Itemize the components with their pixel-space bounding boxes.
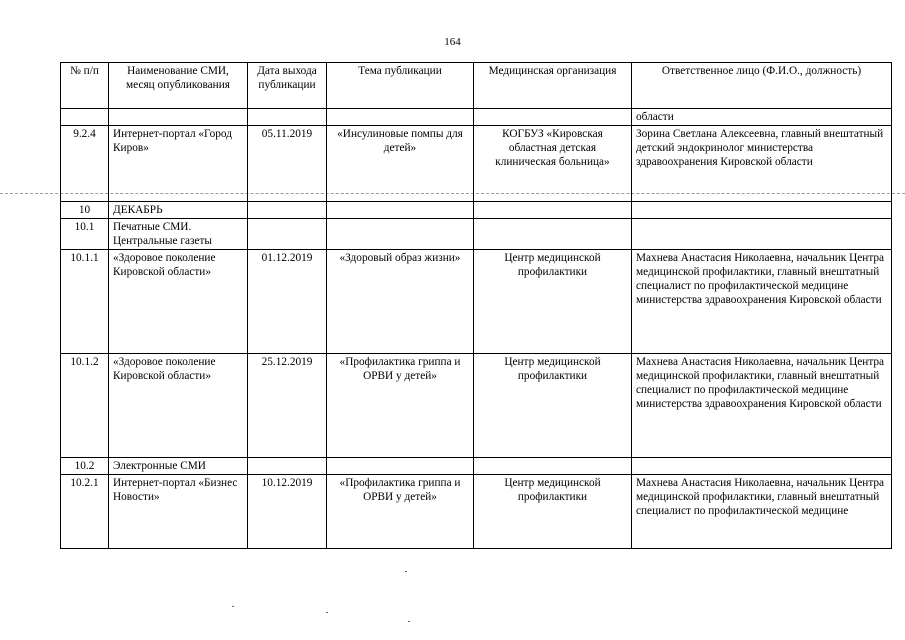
cell-person: Зорина Светлана Алексеевна, главный внештатный детский эндокринолог министерства здравоохранения Кировской области (632, 126, 892, 202)
scan-speck (326, 612, 328, 613)
header-person: Ответственное лицо (Ф.И.О., должность) (632, 63, 892, 109)
cell-topic: «Инсулиновые помпы для детей» (327, 126, 474, 202)
cell-media: Печатные СМИ. Центральные газеты (109, 219, 248, 250)
cell-num: 10.1.2 (61, 354, 109, 458)
table-row (61, 126, 892, 202)
header-topic: Тема публикации (327, 63, 474, 109)
table-row (61, 109, 892, 126)
cell-num: 10.2.1 (61, 475, 109, 549)
publications-table (60, 62, 892, 549)
cell-topic: «Профилактика гриппа и ОРВИ у детей» (327, 475, 474, 549)
cell-date: 25.12.2019 (248, 354, 327, 458)
cell-num: 10.2 (61, 458, 109, 475)
header-date: Дата выхода публикации (248, 63, 327, 109)
cell-org: КОГБУЗ «Кировская областная детская клиническая больница» (474, 126, 632, 202)
scan-speck (232, 606, 234, 607)
cell-org: Центр медицинской профилактики (474, 354, 632, 458)
cell-org: Центр медицинской профилактики (474, 250, 632, 354)
table-row (61, 202, 892, 219)
cell-date: 10.12.2019 (248, 475, 327, 549)
table-row (61, 219, 892, 250)
cell-media: Интернет-портал «Бизнес Новости» (109, 475, 248, 549)
cell-person: Махнева Анастасия Николаевна, начальник Центра медицинской профилактики, главный внештатный специалист по профилактической медицине министерства здравоохранения Кировской области (632, 250, 892, 354)
cell-media: «Здоровое поколение Кировской области» (109, 354, 248, 458)
page-number: 164 (444, 36, 461, 48)
table-row (61, 458, 892, 475)
scan-speck (408, 621, 410, 622)
cell-org: Центр медицинской профилактики (474, 475, 632, 549)
cell-media: «Здоровое поколение Кировской области» (109, 250, 248, 354)
cell-media: Интернет-портал «Город Киров» (109, 126, 248, 202)
cell-date: 05.11.2019 (248, 126, 327, 202)
cell-date: 01.12.2019 (248, 250, 327, 354)
header-media: Наименование СМИ, месяц опубликования (109, 63, 248, 109)
cell-media: ДЕКАБРЬ (109, 202, 248, 219)
cell-topic: «Здоровый образ жизни» (327, 250, 474, 354)
scan-speck (405, 571, 407, 572)
header-org: Медицинская организация (474, 63, 632, 109)
table-header-row (61, 63, 892, 109)
cell-num: 10.1.1 (61, 250, 109, 354)
cell-person: области (632, 109, 892, 126)
cell-topic: «Профилактика гриппа и ОРВИ у детей» (327, 354, 474, 458)
cell-num: 10 (61, 202, 109, 219)
cell-num: 10.1 (61, 219, 109, 250)
table-row (61, 250, 892, 354)
cell-person: Махнева Анастасия Николаевна, начальник Центра медицинской профилактики, главный внештатный специалист по профилактической медицине (632, 475, 892, 549)
table-row (61, 475, 892, 549)
cell-num: 9.2.4 (61, 126, 109, 202)
cell-person: Махнева Анастасия Николаевна, начальник Центра медицинской профилактики, главный внештатный специалист по профилактической медицине министерства здравоохранения Кировской области (632, 354, 892, 458)
header-num: № п/п (61, 63, 109, 109)
table-row (61, 354, 892, 458)
cell-media: Электронные СМИ (109, 458, 248, 475)
